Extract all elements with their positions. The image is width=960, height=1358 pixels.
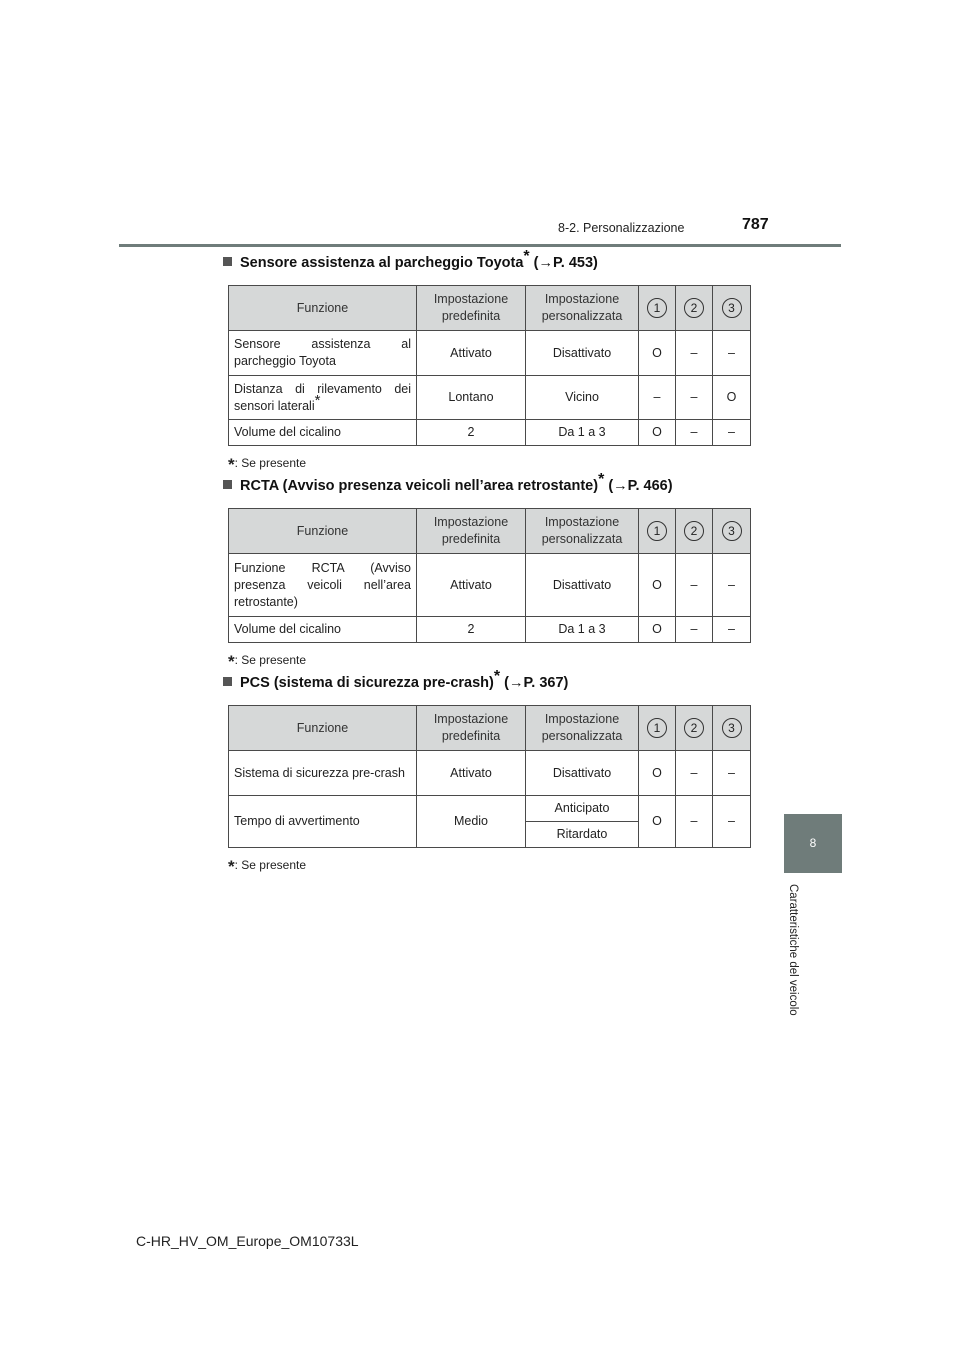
page-reference: (→P. 453) — [533, 255, 598, 271]
cell-c2: – — [676, 376, 713, 420]
cell-c3: – — [713, 796, 751, 848]
header-personalizzata: Impostazione personalizzata — [526, 286, 639, 331]
chapter-title — [784, 884, 806, 1064]
section-title-rcta — [223, 471, 673, 494]
circled-3-icon: 3 — [722, 521, 742, 541]
cell-c3: – — [713, 331, 751, 376]
footnote-marker: * — [598, 471, 605, 488]
header-funzione: Funzione — [229, 509, 417, 554]
cell-c3: – — [713, 751, 751, 796]
header-personalizzata: Impostazione personalizzata — [526, 509, 639, 554]
section-bullet-icon — [223, 677, 232, 686]
footnote-marker: * — [314, 391, 321, 409]
cell-custom: Ritardato — [526, 822, 639, 848]
header-section-title: 8-2. Personalizzazione — [558, 221, 685, 235]
footnote-text: Se presente — [241, 456, 307, 470]
section-title-text: RCTA (Avviso presenza veicoli nell’area retrostante) — [240, 478, 599, 494]
circled-1-icon: 1 — [647, 298, 667, 318]
section-bullet-icon — [223, 480, 232, 489]
cell-custom: Disattivato — [526, 554, 639, 617]
cell-custom: Disattivato — [526, 331, 639, 376]
chapter-number: 8 — [809, 836, 817, 850]
circled-2-icon: 2 — [684, 298, 704, 318]
cell-function: Funzione RCTA (Avviso presenza veicoli nell’area retrostante) — [229, 554, 417, 617]
footnote-star: * — [228, 857, 235, 876]
footnote-marker: * — [523, 248, 530, 265]
header-col-3 — [713, 706, 751, 751]
cell-c1: O — [639, 331, 676, 376]
header-funzione: Funzione — [229, 706, 417, 751]
footnote-text: Se presente — [241, 653, 307, 667]
cell-c1: O — [639, 751, 676, 796]
cell-default: Medio — [417, 796, 526, 848]
footnote — [228, 452, 306, 472]
page-reference: (→P. 466) — [608, 478, 673, 494]
cell-function: Volume del cicalino — [229, 420, 417, 446]
cell-function — [229, 376, 417, 420]
cell-default: 2 — [417, 617, 526, 643]
header-col-3 — [713, 286, 751, 331]
cell-custom: Da 1 a 3 — [526, 420, 639, 446]
cell-custom: Anticipato — [526, 796, 639, 822]
circled-3-icon: 3 — [722, 718, 742, 738]
cell-c2: – — [676, 751, 713, 796]
cell-function: Tempo di avvertimento — [229, 796, 417, 848]
cell-default: Attivato — [417, 331, 526, 376]
cell-function-text: Distanza di rilevamento dei sensori laterali — [234, 381, 411, 413]
footnote-star: * — [228, 652, 235, 671]
chapter-title-text: Caratteristiche del veicolo — [787, 884, 799, 1016]
cell-custom: Vicino — [526, 376, 639, 420]
header-predefinita: Impostazione predefinita — [417, 509, 526, 554]
table-row — [229, 420, 751, 446]
table-row — [229, 331, 751, 376]
section-bullet-icon — [223, 257, 232, 266]
document-code: C-HR_HV_OM_Europe_OM10733L — [136, 1233, 359, 1249]
settings-table-rcta — [228, 508, 751, 643]
cell-c1: O — [639, 554, 676, 617]
circled-3-icon: 3 — [722, 298, 742, 318]
cell-custom: Disattivato — [526, 751, 639, 796]
cell-c3: O — [713, 376, 751, 420]
footnote-colon: : — [234, 858, 242, 872]
header-col-2 — [676, 509, 713, 554]
cell-c1: O — [639, 617, 676, 643]
table-row — [229, 796, 751, 822]
header-col-3 — [713, 509, 751, 554]
page-number: 787 — [742, 216, 769, 233]
footnote-colon: : — [234, 456, 242, 470]
cell-c2: – — [676, 331, 713, 376]
cell-custom: Da 1 a 3 — [526, 617, 639, 643]
circled-1-icon: 1 — [647, 718, 667, 738]
cell-c1: O — [639, 796, 676, 848]
table-header-row — [229, 509, 751, 554]
cell-c2: – — [676, 420, 713, 446]
footnote — [228, 649, 306, 669]
header-col-1 — [639, 706, 676, 751]
footnote — [228, 854, 306, 874]
cell-c2: – — [676, 617, 713, 643]
cell-default: Attivato — [417, 554, 526, 617]
cell-c1: – — [639, 376, 676, 420]
circled-2-icon: 2 — [684, 718, 704, 738]
cell-default: Attivato — [417, 751, 526, 796]
circled-1-icon: 1 — [647, 521, 667, 541]
page-reference: (→P. 367) — [504, 675, 569, 691]
header-predefinita: Impostazione predefinita — [417, 286, 526, 331]
cell-c3: – — [713, 554, 751, 617]
table-row — [229, 751, 751, 796]
chapter-tab — [784, 814, 842, 873]
header-col-2 — [676, 706, 713, 751]
header-col-1 — [639, 286, 676, 331]
cell-function: Volume del cicalino — [229, 617, 417, 643]
section-title-text: PCS (sistema di sicurezza pre-crash) — [240, 675, 494, 691]
section-title-parking-sensor — [223, 248, 598, 271]
cell-function: Sensore assistenza al parcheggio Toyota — [229, 331, 417, 376]
footnote-text: Se presente — [241, 858, 307, 872]
cell-default: 2 — [417, 420, 526, 446]
cell-default: Lontano — [417, 376, 526, 420]
table-row — [229, 617, 751, 643]
header-predefinita: Impostazione predefinita — [417, 706, 526, 751]
section-title-text: Sensore assistenza al parcheggio Toyota — [240, 255, 524, 271]
settings-table-pcs — [228, 705, 751, 848]
header-col-1 — [639, 509, 676, 554]
table-row — [229, 554, 751, 617]
footnote-marker: * — [493, 668, 501, 685]
header-divider — [119, 244, 841, 247]
cell-c1: O — [639, 420, 676, 446]
circled-2-icon: 2 — [684, 521, 704, 541]
header-funzione: Funzione — [229, 286, 417, 331]
table-header-row — [229, 286, 751, 331]
table-row — [229, 376, 751, 420]
section-title-pcs — [223, 668, 569, 691]
footnote-star: * — [228, 455, 235, 474]
cell-c2: – — [676, 554, 713, 617]
settings-table-parking-sensor — [228, 285, 751, 446]
cell-c2: – — [676, 796, 713, 848]
table-header-row — [229, 706, 751, 751]
cell-c3: – — [713, 617, 751, 643]
footnote-colon: : — [234, 653, 242, 667]
header-personalizzata: Impostazione personalizzata — [526, 706, 639, 751]
header-col-2 — [676, 286, 713, 331]
cell-function: Sistema di sicurezza pre-crash — [229, 751, 417, 796]
cell-c3: – — [713, 420, 751, 446]
